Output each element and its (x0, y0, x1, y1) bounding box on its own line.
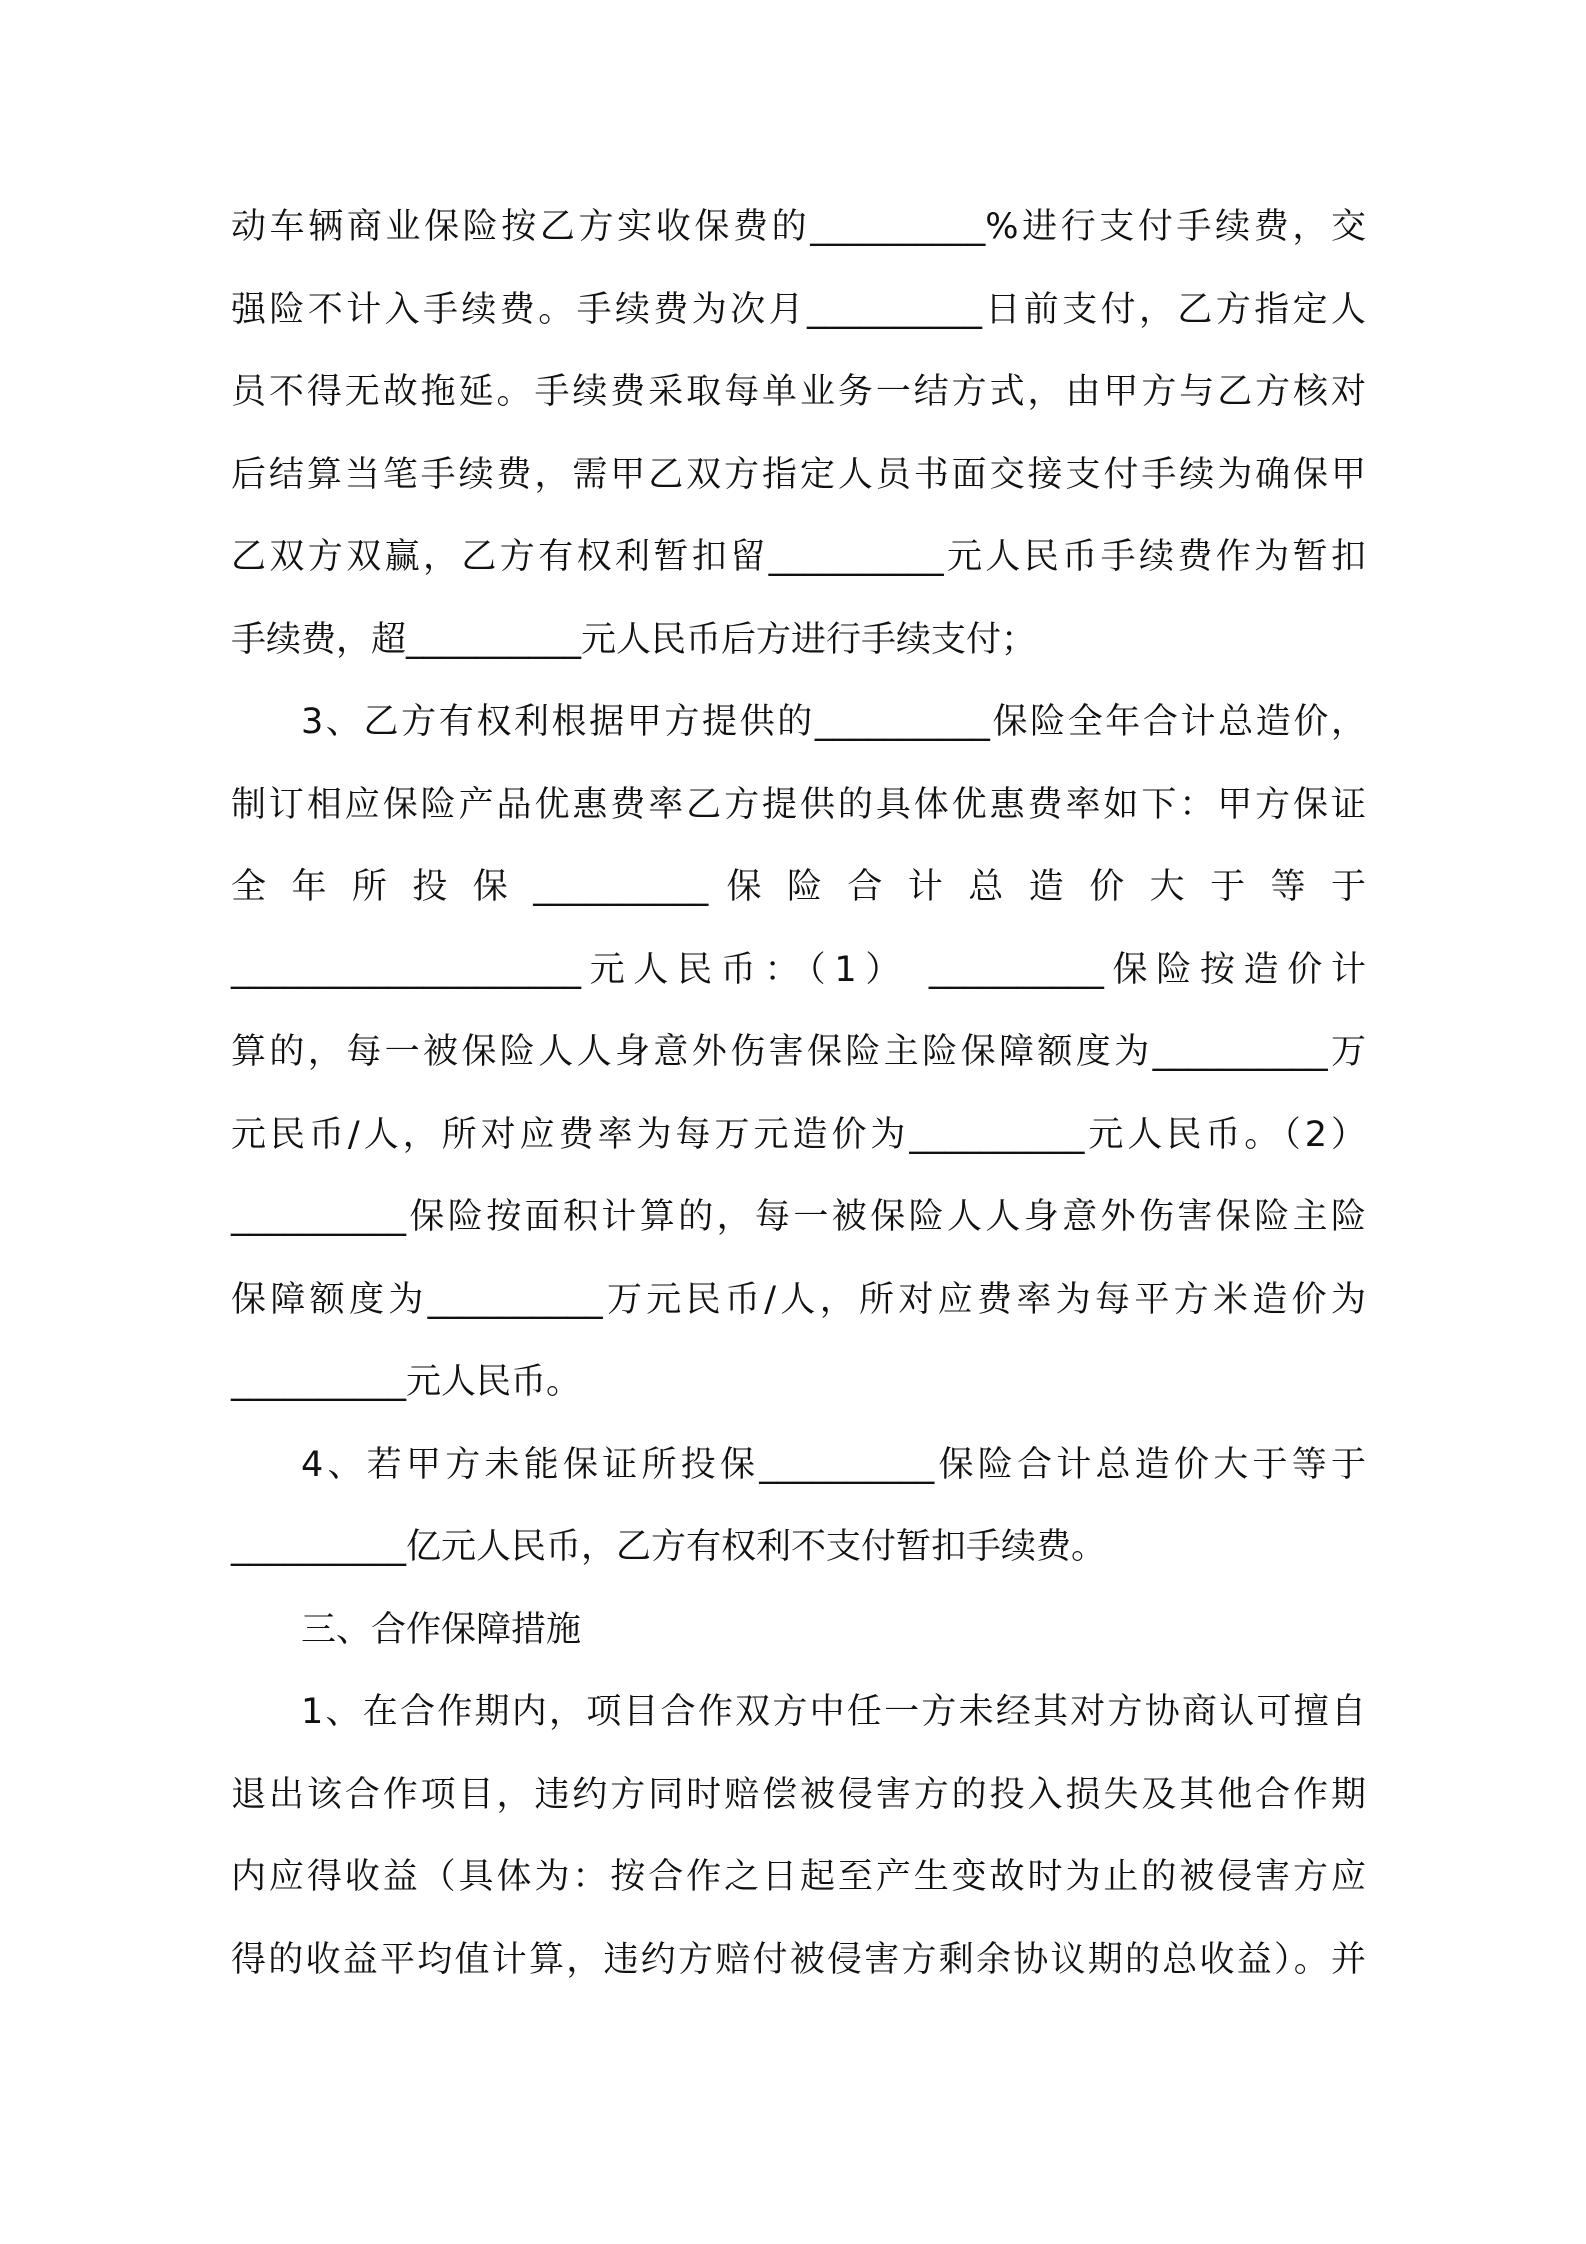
paragraph-line: 制订相应保险产品优惠费率乙方提供的具体优惠费率如下：甲方保证 (231, 784, 1366, 825)
paragraph-line: __________保险按面积计算的，每一被保险人人身意外伤害保险主险 (231, 1197, 1366, 1237)
paragraph-line: 强险不计入手续费。手续费为次月__________日前支付，乙方指定人 (231, 289, 1366, 330)
paragraph-line: __________元人民币。 (231, 1362, 582, 1402)
document-body (231, 186, 1366, 2001)
paragraph-line: 3、乙方有权利根据甲方提供的__________保险全年合计总造价， (301, 702, 1366, 742)
paragraph-line: 退出该合作项目，违约方同时赔偿被侵害方的投入损失及其他合作期 (231, 1774, 1366, 1815)
paragraph-line: 得的收益平均值计算，违约方赔付被侵害方剩余协议期的总收益）。并 (231, 1939, 1366, 1980)
paragraph-line: 后结算当笔手续费，需甲乙双方指定人员书面交接支付手续为确保甲 (231, 454, 1366, 495)
paragraph-line: 动车辆商业保险按乙方实收保费的__________%进行支付手续费，交 (231, 207, 1366, 247)
paragraph-line: 员不得无故拖延。手续费采取每单业务一结方式，由甲方与乙方核对 (231, 372, 1366, 412)
paragraph-line: 算的，每一被保险人人身意外伤害保险主险保障额度为__________万 (231, 1032, 1366, 1072)
paragraph-line: 全 年 所 投 保 __________ 保 险 合 计 总 造 价 大 于 等 于 (231, 867, 1366, 907)
paragraph-line: 保障额度为__________万元民币/人，所对应费率为每平方米造价为 (231, 1279, 1366, 1320)
paragraph-line: ____________________元人民币：（1） __________保险按造价计 (231, 949, 1366, 990)
section-heading: 三、合作保障措施 (301, 1609, 582, 1650)
paragraph-line: 4、若甲方未能保证所投保__________保险合计总造价大于等于 (301, 1444, 1366, 1485)
paragraph-line: 1、在合作期内，项目合作双方中任一方未经其对方协商认可擅自 (301, 1692, 1366, 1732)
paragraph-line: 内应得收益（具体为：按合作之日起至产生变故时为止的被侵害方应 (231, 1857, 1366, 1897)
paragraph-line: 手续费，超__________元人民币后方进行手续支付； (231, 619, 1037, 660)
paragraph-line: 元民币/人，所对应费率为每万元造价为__________元人民币。（2） (231, 1114, 1366, 1155)
paragraph-line: __________亿元人民币，乙方有权利不支付暂扣手续费。 (231, 1527, 1107, 1567)
paragraph-line: 乙双方双赢，乙方有权利暂扣留__________元人民币手续费作为暂扣 (231, 537, 1366, 577)
